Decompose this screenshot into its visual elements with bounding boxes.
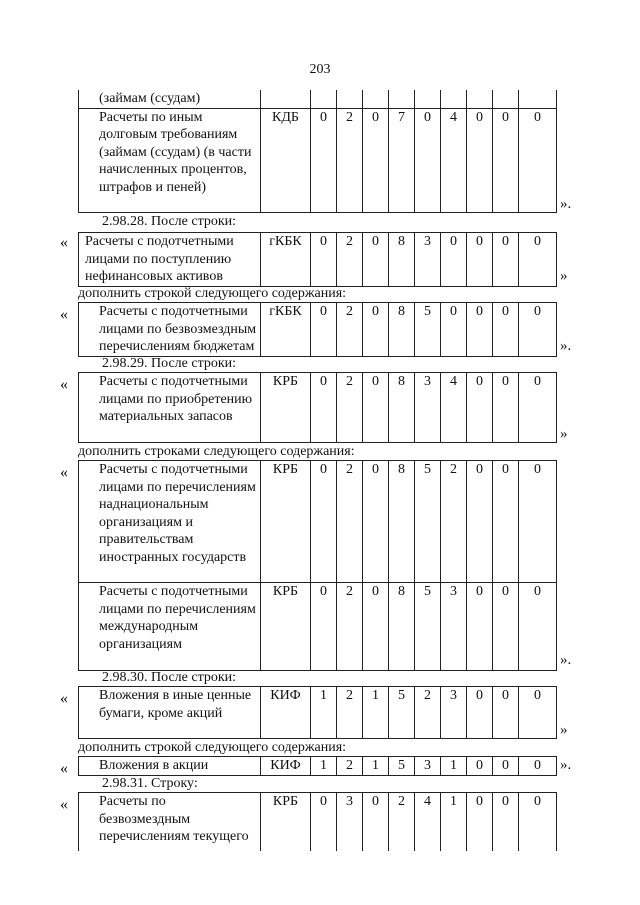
closing-quote: » xyxy=(560,268,568,284)
table-2-98-31 xyxy=(78,792,557,851)
closing-quote: ». xyxy=(560,338,572,354)
add-rows-text: дополнить строками следующего содержания: xyxy=(78,444,355,459)
table-row: Расчеты с подотчетными лицами по поступлению нефинансовых активов гКБК 0 2 0 8 3 0 0 0 0 xyxy=(79,233,557,287)
table-2-98-30 xyxy=(78,686,557,739)
table-row: Вложения в иные ценные бумаги, кроме акций КИФ 1 2 1 5 2 3 0 0 0 xyxy=(79,687,557,739)
table-2-98-28 xyxy=(78,232,557,287)
closing-quote: ». xyxy=(560,196,572,212)
table-row: Расчеты по безвозмездным перечислениям текущего КРБ 0 3 0 2 4 1 0 0 0 xyxy=(79,793,557,851)
row-code: КРБ xyxy=(261,583,311,671)
row-name: Вложения в иные ценные бумаги, кроме акций xyxy=(79,687,261,739)
paragraph-2-98-28: 2.98.28. После строки: xyxy=(102,214,237,229)
paragraph-2-98-30: 2.98.30. После строки: xyxy=(102,670,237,685)
paragraph-2-98-29: 2.98.29. После строки: xyxy=(102,356,237,371)
opening-quote: « xyxy=(60,464,68,481)
add-row-text: дополнить строкой следующего содержания: xyxy=(78,740,347,755)
row-code: КРБ xyxy=(261,461,311,583)
row-code: КДБ xyxy=(261,108,311,212)
opening-quote: « xyxy=(60,796,68,813)
opening-quote: « xyxy=(60,234,68,251)
table-row: Расчеты с подотчетными лицами по перечислениям наднациональным организациям и правительствам иностранных государств КРБ 0 2 0 8 5 2 0 0 0 xyxy=(79,461,557,583)
table-row: Расчеты с подотчетными лицами по перечислениям международным организациям КРБ 0 2 0 8 5 3 0 0 0 xyxy=(79,583,557,671)
opening-quote: « xyxy=(60,306,68,323)
paragraph-2-98-31: 2.98.31. Строку: xyxy=(102,776,198,791)
row-code: КРБ xyxy=(261,373,311,443)
row-name: Вложения в акции xyxy=(79,757,261,776)
row-name: Расчеты с подотчетными лицами по перечислениям наднациональным организациям и правительствам иностранных государств xyxy=(79,461,261,583)
row-code: КИФ xyxy=(261,757,311,776)
closing-quote: ». xyxy=(560,757,572,773)
row-code: гКБК xyxy=(261,303,311,357)
closing-quote: » xyxy=(560,722,568,738)
row-code: КИФ xyxy=(261,687,311,739)
row-name: Расчеты с подотчетными лицами по перечислениям международным организациям xyxy=(79,583,261,671)
table-2-98-29-new xyxy=(78,460,557,671)
closing-quote: ». xyxy=(560,652,572,668)
row-name: (займам (ссудам) xyxy=(79,90,261,108)
table-2-98-30-new xyxy=(78,756,557,776)
row-name: Расчеты с подотчетными лицами по поступлению нефинансовых активов xyxy=(79,233,261,287)
add-row-text: дополнить строкой следующего содержания: xyxy=(78,286,347,301)
row-code: гКБК xyxy=(261,233,311,287)
row-name: Расчеты по безвозмездным перечислениям текущего xyxy=(79,793,261,851)
row-name: Расчеты с подотчетными лицами по приобретению материальных запасов xyxy=(79,373,261,443)
table-2-98-28-new xyxy=(78,302,557,357)
opening-quote: « xyxy=(60,690,68,707)
table-row xyxy=(79,90,557,108)
table-row: Расчеты с подотчетными лицами по приобретению материальных запасов КРБ 0 2 0 8 3 4 0 0 0 xyxy=(79,373,557,443)
table-continuation xyxy=(78,90,557,213)
table-row: Расчеты по иным долговым требованиям (займам (ссудам) (в части начисленных процентов, штрафов и пеней) КДБ 0 2 0 7 0 4 0 0 0 xyxy=(79,108,557,212)
table-2-98-29 xyxy=(78,372,557,443)
closing-quote: » xyxy=(560,426,568,442)
opening-quote: « xyxy=(60,376,68,393)
page-number: 203 xyxy=(309,62,331,77)
row-name: Расчеты с подотчетными лицами по безвозмездным перечислениям бюджетам xyxy=(79,303,261,357)
row-name: Расчеты по иным долговым требованиям (займам (ссудам) (в части начисленных процентов, штрафов и пеней) xyxy=(79,108,261,212)
opening-quote: « xyxy=(60,760,68,777)
table-row: Вложения в акции КИФ 1 2 1 5 3 1 0 0 0 xyxy=(79,757,557,776)
table-row: Расчеты с подотчетными лицами по безвозмездным перечислениям бюджетам гКБК 0 2 0 8 5 0 0 0 0 xyxy=(79,303,557,357)
row-code: КРБ xyxy=(261,793,311,851)
